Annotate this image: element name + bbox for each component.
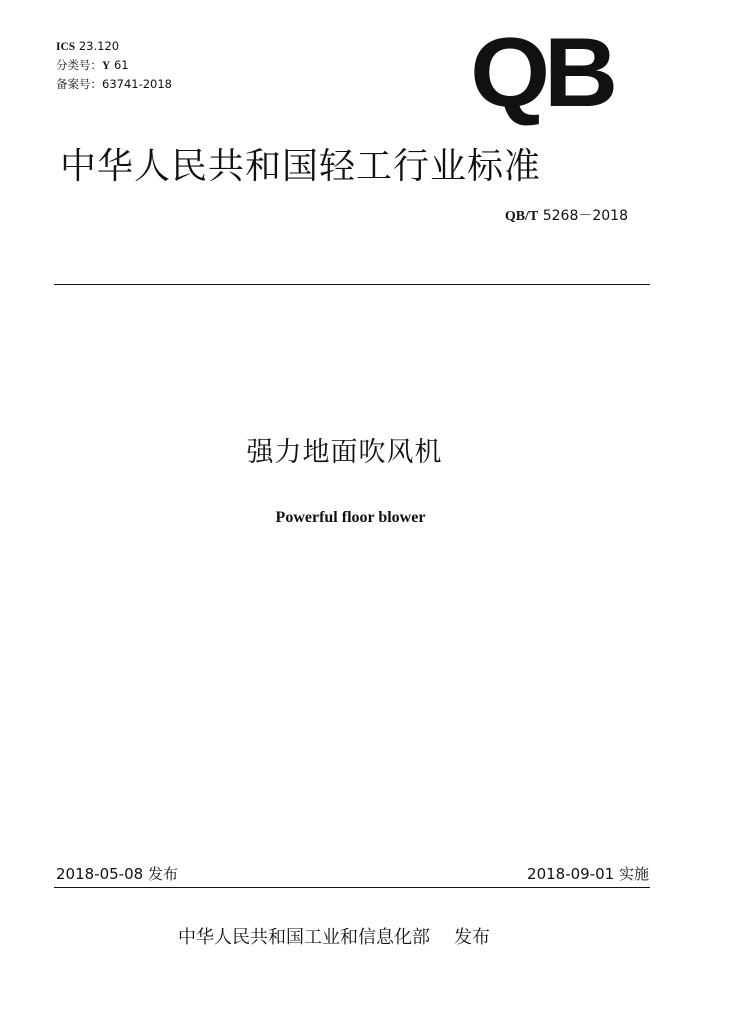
issue-date: 2018-05-08 发布 [56,865,178,883]
record-row [56,75,172,93]
classification-letter: Y [102,60,111,72]
issuing-authority [178,923,490,949]
bottom-divider [54,887,650,888]
top-divider [54,284,650,285]
standard-prefix: QB/T [504,209,539,224]
ics-row [56,37,172,56]
classification-block [56,37,172,93]
classification-label: 分类号： [56,58,102,72]
ics-label: ICS [56,41,76,53]
standard-code: 5268－2018 [542,208,628,224]
qb-logo: QB [470,17,612,127]
standard-number [505,205,628,225]
issuer-action: 发布 [454,927,490,948]
implementation-date: 2018-09-01 实施 [527,865,649,883]
classification-value: 61 [113,58,129,72]
record-label: 备案号： [56,77,102,91]
industry-standard-title: 中华人民共和国轻工行业标准 [60,146,542,187]
issuer-name: 中华人民共和国工业和信息化部 [178,927,430,948]
document-title-english: Powerful floor blower [275,509,426,526]
classification-row [56,56,172,75]
record-value: 63741-2018 [102,77,172,91]
ics-value: 23.120 [78,39,120,53]
document-title-chinese: 强力地面吹风机 [246,437,443,468]
